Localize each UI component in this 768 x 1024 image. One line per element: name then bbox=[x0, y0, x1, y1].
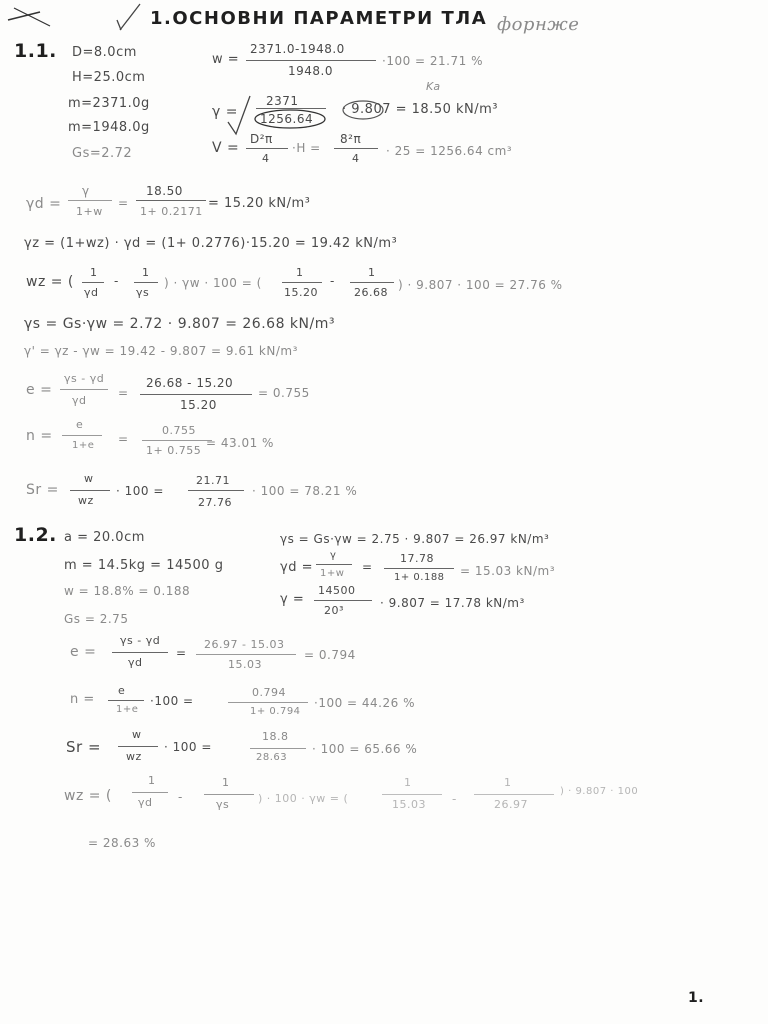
sr2-denominator-2: 28.63 bbox=[256, 752, 288, 763]
volume-fraction-bar bbox=[246, 148, 288, 149]
given-specific-gravity: Gs=2.72 bbox=[72, 146, 133, 161]
volume-denominator: 4 bbox=[262, 152, 270, 165]
g2-denominator: 20³ bbox=[324, 604, 344, 617]
wz2-n3: 1 bbox=[404, 776, 412, 789]
e2-denominator-2: 15.03 bbox=[228, 658, 262, 671]
e-numerator: γs - γd bbox=[64, 372, 105, 385]
n-numerator-2: 0.755 bbox=[162, 424, 196, 437]
n-result: = 43.01 % bbox=[206, 436, 274, 450]
given-specific-gravity-2: Gs = 2.75 bbox=[64, 612, 129, 626]
volume-numerator: D²π bbox=[250, 132, 273, 146]
w-result: ·100 = 21.71 % bbox=[382, 54, 483, 68]
w-note: Ka bbox=[426, 80, 441, 93]
wz2-n2: 1 bbox=[222, 776, 230, 789]
gamma-lhs: γ = bbox=[212, 104, 238, 120]
gd-numerator-2: 18.50 bbox=[146, 184, 183, 198]
e-denominator: γd bbox=[72, 394, 87, 407]
e2-denominator: γd bbox=[128, 656, 143, 669]
sr-denominator-2: 27.76 bbox=[198, 496, 232, 509]
sr2-numerator-2: 18.8 bbox=[262, 730, 289, 743]
gd-equals: = bbox=[118, 196, 129, 210]
wz-n4: 1 bbox=[368, 266, 376, 279]
e2-numerator: γs - γd bbox=[120, 634, 161, 647]
e2-lhs: e = bbox=[70, 644, 97, 660]
wz2-d1: γd bbox=[138, 796, 153, 809]
wz2-bar-4 bbox=[474, 794, 554, 795]
given-diameter: D=8.0cm bbox=[72, 45, 137, 60]
volume-result: · 25 = 1256.64 cm³ bbox=[386, 144, 513, 158]
wz2-mid: ) · 100 · γw = ( bbox=[258, 792, 349, 805]
section-number-1-1: 1.1. bbox=[14, 40, 57, 62]
sr2-bar-2 bbox=[250, 748, 306, 749]
e2-equals: = bbox=[176, 646, 187, 660]
e-equals: = bbox=[118, 386, 129, 400]
wz2-final: = 28.63 % bbox=[88, 836, 156, 850]
sr2-result: · 100 = 65.66 % bbox=[312, 742, 418, 756]
gs-line: γs = Gs·γw = 2.72 · 9.807 = 26.68 kN/m³ bbox=[24, 316, 335, 332]
wz2-result: ) · 9.807 · 100 bbox=[560, 786, 639, 797]
e-lhs: e = bbox=[26, 382, 53, 398]
wz-d4: 26.68 bbox=[354, 286, 388, 299]
gamma-numerator: 2371 bbox=[266, 94, 299, 108]
wz2-bar-3 bbox=[382, 794, 442, 795]
gd-numerator: γ bbox=[82, 184, 90, 198]
g2-result: · 9.807 = 17.78 kN/m³ bbox=[380, 596, 525, 610]
sr-mid: · 100 = bbox=[116, 484, 164, 498]
g2-lhs: γ = bbox=[280, 592, 305, 607]
wz-bar-3 bbox=[282, 282, 322, 283]
n2-bar-2 bbox=[228, 702, 308, 703]
volume-numerator-2: 8²π bbox=[340, 132, 362, 146]
given-dry-mass: m=1948.0g bbox=[68, 120, 150, 135]
wz-d2: γs bbox=[136, 286, 150, 299]
n-lhs: n = bbox=[26, 428, 53, 444]
volume-mid: ·H = bbox=[292, 141, 321, 155]
given-side: a = 20.0cm bbox=[64, 530, 145, 545]
w-numerator: 2371.0-1948.0 bbox=[250, 42, 345, 56]
gd2-bar bbox=[316, 564, 352, 565]
n-denominator-2: 1+ 0.755 bbox=[146, 444, 202, 457]
e2-numerator-2: 26.97 - 15.03 bbox=[204, 638, 285, 651]
sr-numerator-2: 21.71 bbox=[196, 474, 230, 487]
sr-lhs: Sr = bbox=[26, 482, 59, 498]
n2-denominator: 1+e bbox=[116, 704, 139, 715]
page-title: 1.ОСНОВНИ ПАРАМЕТРИ ТЛА bbox=[150, 8, 488, 29]
e2-bar-2 bbox=[196, 654, 296, 655]
gd-denominator-2: 1+ 0.2171 bbox=[140, 205, 203, 218]
gd2-denominator: 1+w bbox=[320, 568, 345, 579]
wz-result: ) · 9.807 · 100 = 27.76 % bbox=[398, 278, 563, 292]
gd-denominator: 1+w bbox=[76, 205, 103, 218]
volume-lhs: V = bbox=[212, 140, 240, 156]
wz2-lhs: wz = ( bbox=[64, 788, 112, 804]
wz-n3: 1 bbox=[296, 266, 304, 279]
wz2-bar-1 bbox=[132, 792, 168, 793]
gd2-numerator-2: 17.78 bbox=[400, 552, 434, 565]
wz-minus: - bbox=[114, 274, 119, 288]
wz-d1: γd bbox=[84, 286, 99, 299]
gs-line-2: γs = Gs·γw = 2.75 · 9.807 = 26.97 kN/m³ bbox=[280, 532, 550, 546]
e-bar bbox=[60, 389, 108, 390]
n2-denominator-2: 1+ 0.794 bbox=[250, 706, 301, 717]
wz2-n1: 1 bbox=[148, 774, 156, 787]
wz2-n4: 1 bbox=[504, 776, 512, 789]
gd2-result: = 15.03 kN/m³ bbox=[460, 564, 556, 578]
e2-bar bbox=[112, 652, 168, 653]
wz2-d3: 15.03 bbox=[392, 798, 426, 811]
signature: форнже bbox=[497, 14, 580, 35]
sr2-denominator: wz bbox=[126, 750, 142, 763]
gd2-lhs: γd = bbox=[280, 560, 313, 575]
e-bar-2 bbox=[140, 394, 252, 395]
n2-mid: ·100 = bbox=[150, 694, 194, 708]
gd2-numerator: γ bbox=[330, 550, 337, 561]
n-denominator: 1+e bbox=[72, 440, 95, 451]
given-water-content: w = 18.8% = 0.188 bbox=[64, 584, 191, 598]
volume-denominator-2: 4 bbox=[352, 152, 360, 165]
gprime-line: γ' = γz - γw = 19.42 - 9.807 = 9.61 kN/m³ bbox=[24, 344, 298, 358]
w-lhs: w = bbox=[212, 52, 240, 67]
sr2-lhs: Sr = bbox=[66, 738, 102, 756]
gd-lhs: γd = bbox=[26, 196, 62, 212]
volume-fraction-bar-2 bbox=[334, 148, 378, 149]
e-result: = 0.755 bbox=[258, 386, 310, 400]
g2-bar bbox=[314, 600, 372, 601]
gamma-denominator: 1256.64 bbox=[260, 112, 314, 126]
wz-n2: 1 bbox=[142, 266, 150, 279]
gd-result: = 15.20 kN/m³ bbox=[208, 196, 311, 211]
gd2-bar-2 bbox=[384, 568, 454, 569]
wz-bar-1 bbox=[82, 282, 104, 283]
wz2-minus: - bbox=[178, 790, 183, 804]
n-bar-2 bbox=[142, 440, 212, 441]
gamma-fraction-bar bbox=[256, 108, 326, 109]
given-height: H=25.0cm bbox=[72, 70, 146, 85]
wz-bar-2 bbox=[134, 282, 158, 283]
w-fraction-bar bbox=[246, 60, 376, 61]
e-denominator-2: 15.20 bbox=[180, 398, 217, 412]
given-mass-2: m = 14.5kg = 14500 g bbox=[64, 558, 224, 573]
wz-lhs: wz = ( bbox=[26, 274, 74, 290]
sr-bar bbox=[70, 490, 110, 491]
wz2-minus-2: - bbox=[452, 792, 457, 806]
wz2-d2: γs bbox=[216, 798, 230, 811]
wz2-d4: 26.97 bbox=[494, 798, 528, 811]
sr2-mid: · 100 = bbox=[164, 740, 212, 754]
sr2-numerator: w bbox=[132, 728, 142, 741]
gd-fraction-bar-2 bbox=[136, 200, 206, 201]
wz-minus-2: - bbox=[330, 274, 335, 288]
page-number: 1. bbox=[688, 990, 705, 1006]
wz2-bar-2 bbox=[204, 794, 254, 795]
n-bar bbox=[62, 435, 102, 436]
n-equals: = bbox=[118, 432, 129, 446]
sr-bar-2 bbox=[188, 490, 244, 491]
n2-lhs: n = bbox=[70, 692, 95, 707]
e-numerator-2: 26.68 - 15.20 bbox=[146, 376, 234, 390]
n-numerator: e bbox=[76, 418, 84, 431]
wz-bar-4 bbox=[350, 282, 394, 283]
given-mass: m=2371.0g bbox=[68, 96, 150, 111]
g2-numerator: 14500 bbox=[318, 584, 356, 597]
gd2-denominator-2: 1+ 0.188 bbox=[394, 572, 445, 583]
w-denominator: 1948.0 bbox=[288, 64, 333, 78]
n2-numerator: e bbox=[118, 684, 126, 697]
section-number-1-2: 1.2. bbox=[14, 524, 57, 546]
gamma-result: · 9.807 = 18.50 kN/m³ bbox=[342, 102, 498, 117]
n2-result: ·100 = 44.26 % bbox=[314, 696, 415, 710]
e2-result: = 0.794 bbox=[304, 648, 356, 662]
wz-n1: 1 bbox=[90, 266, 98, 279]
n2-bar bbox=[108, 700, 144, 701]
gd2-equals: = bbox=[362, 560, 373, 574]
wz-d3: 15.20 bbox=[284, 286, 318, 299]
gz-line: γz = (1+wz) · γd = (1+ 0.2776)·15.20 = 19.42 kN/m³ bbox=[24, 236, 398, 251]
n2-numerator-2: 0.794 bbox=[252, 686, 286, 699]
sr-numerator: w bbox=[84, 472, 94, 485]
gd-fraction-bar bbox=[68, 200, 112, 201]
sr-denominator: wz bbox=[78, 494, 94, 507]
wz-mid: ) · γw · 100 = ( bbox=[164, 276, 262, 290]
sr-result: · 100 = 78.21 % bbox=[252, 484, 358, 498]
sr2-bar bbox=[118, 746, 158, 747]
